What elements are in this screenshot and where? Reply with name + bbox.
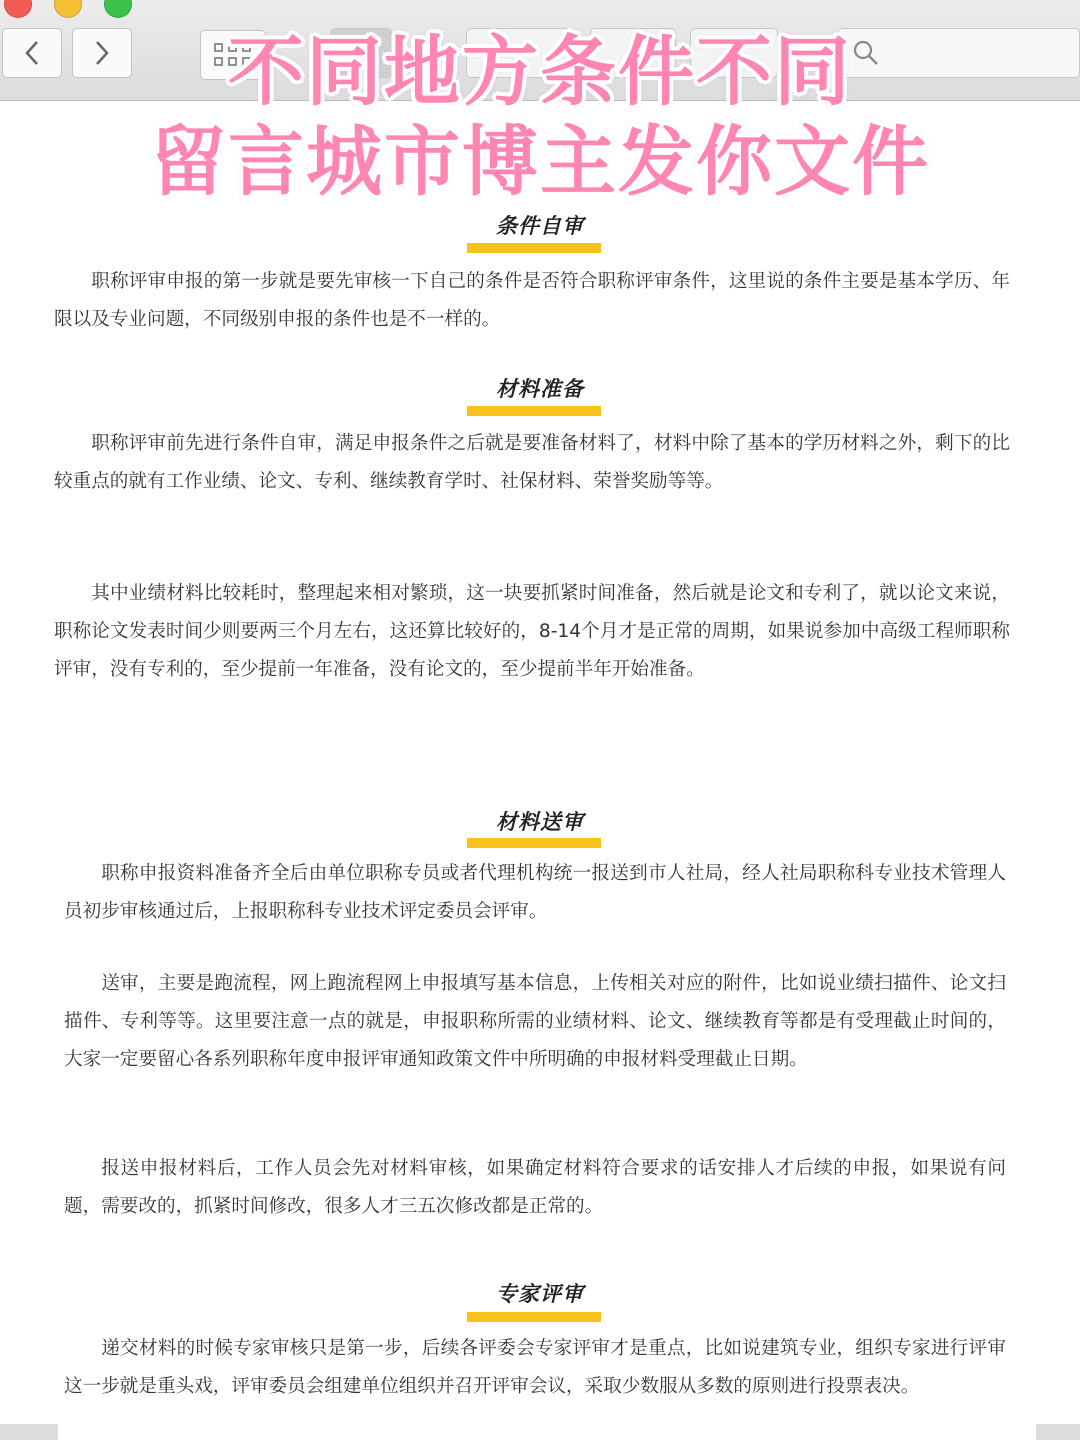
- heading-underline: [467, 406, 601, 416]
- section-title: 材料准备: [496, 376, 584, 401]
- section-heading: [0, 210, 1080, 240]
- heading-underline: [467, 243, 601, 253]
- paragraph: 职称申报资料准备齐全后由单位职称专员或者代理机构统一报送到市人社局，经人社局职称科专业技术管理人员初步审核通过后，上报职称科专业技术评定委员会评审。: [64, 863, 1006, 922]
- paragraph: 其中业绩材料比较耗时，整理起来相对繁琐，这一块要抓紧时间准备，然后就是论文和专利了，就以论文来说，职称论文发表时间少则要两三个月左右，这还算比较好的，8-14个月才是正常的周期，如果说参加中高级工程师职称评审，没有专利的，至少提前一年准备，没有论文的，至少提前半年开始准备。: [54, 583, 1010, 680]
- section-title: 材料送审: [496, 809, 584, 834]
- section-heading: [0, 1278, 1080, 1308]
- section-heading: [0, 806, 1080, 836]
- section-title: 条件自审: [496, 213, 584, 238]
- overlay-caption-line-2: 留言城市博主发你文件: [150, 117, 930, 206]
- heading-underline: [467, 1312, 601, 1322]
- paragraph: 职称评审前先进行条件自审，满足申报条件之后就是要准备材料了，材料中除了基本的学历材料之外，剩下的比较重点的就有工作业绩、论文、专利、继续教育学时、社保材料、荣誉奖励等等。: [54, 433, 1010, 492]
- heading-underline: [467, 838, 601, 848]
- overlay-caption-line-1: 不同地方条件不同: [228, 27, 852, 116]
- scroll-edge: [1036, 1424, 1080, 1440]
- paragraph: 职称评审申报的第一步就是要先审核一下自己的条件是否符合职称评审条件，这里说的条件主要是基本学历、年限以及专业问题，不同级别申报的条件也是不一样的。: [54, 271, 1010, 330]
- scroll-edge: [0, 1424, 58, 1440]
- paragraph: 报送申报材料后，工作人员会先对材料审核，如果确定材料符合要求的话安排人才后续的申报，如果说有问题，需要改的，抓紧时间修改，很多人才三五次修改都是正常的。: [64, 1158, 1006, 1217]
- paragraph: 送审，主要是跑流程，网上跑流程网上申报填写基本信息，上传相关对应的附件，比如说业绩扫描件、论文扫描件、专利等等。这里要注意一点的就是，申报职称所需的业绩材料、论文、继续教育等都是有受理截止时间的，大家一定要留心各系列职称年度申报评审通知政策文件中所明确的申报材料受理截止日期。: [64, 973, 1006, 1070]
- section-title: 专家评审: [496, 1281, 584, 1306]
- section-heading: [0, 373, 1080, 403]
- paragraph: 递交材料的时候专家审核只是第一步，后续各评委会专家评审才是重点，比如说建筑专业，组织专家进行评审这一步就是重头戏，评审委员会组建单位组织并召开评审会议，采取少数服从多数的原则进行投票表决。: [64, 1338, 1006, 1397]
